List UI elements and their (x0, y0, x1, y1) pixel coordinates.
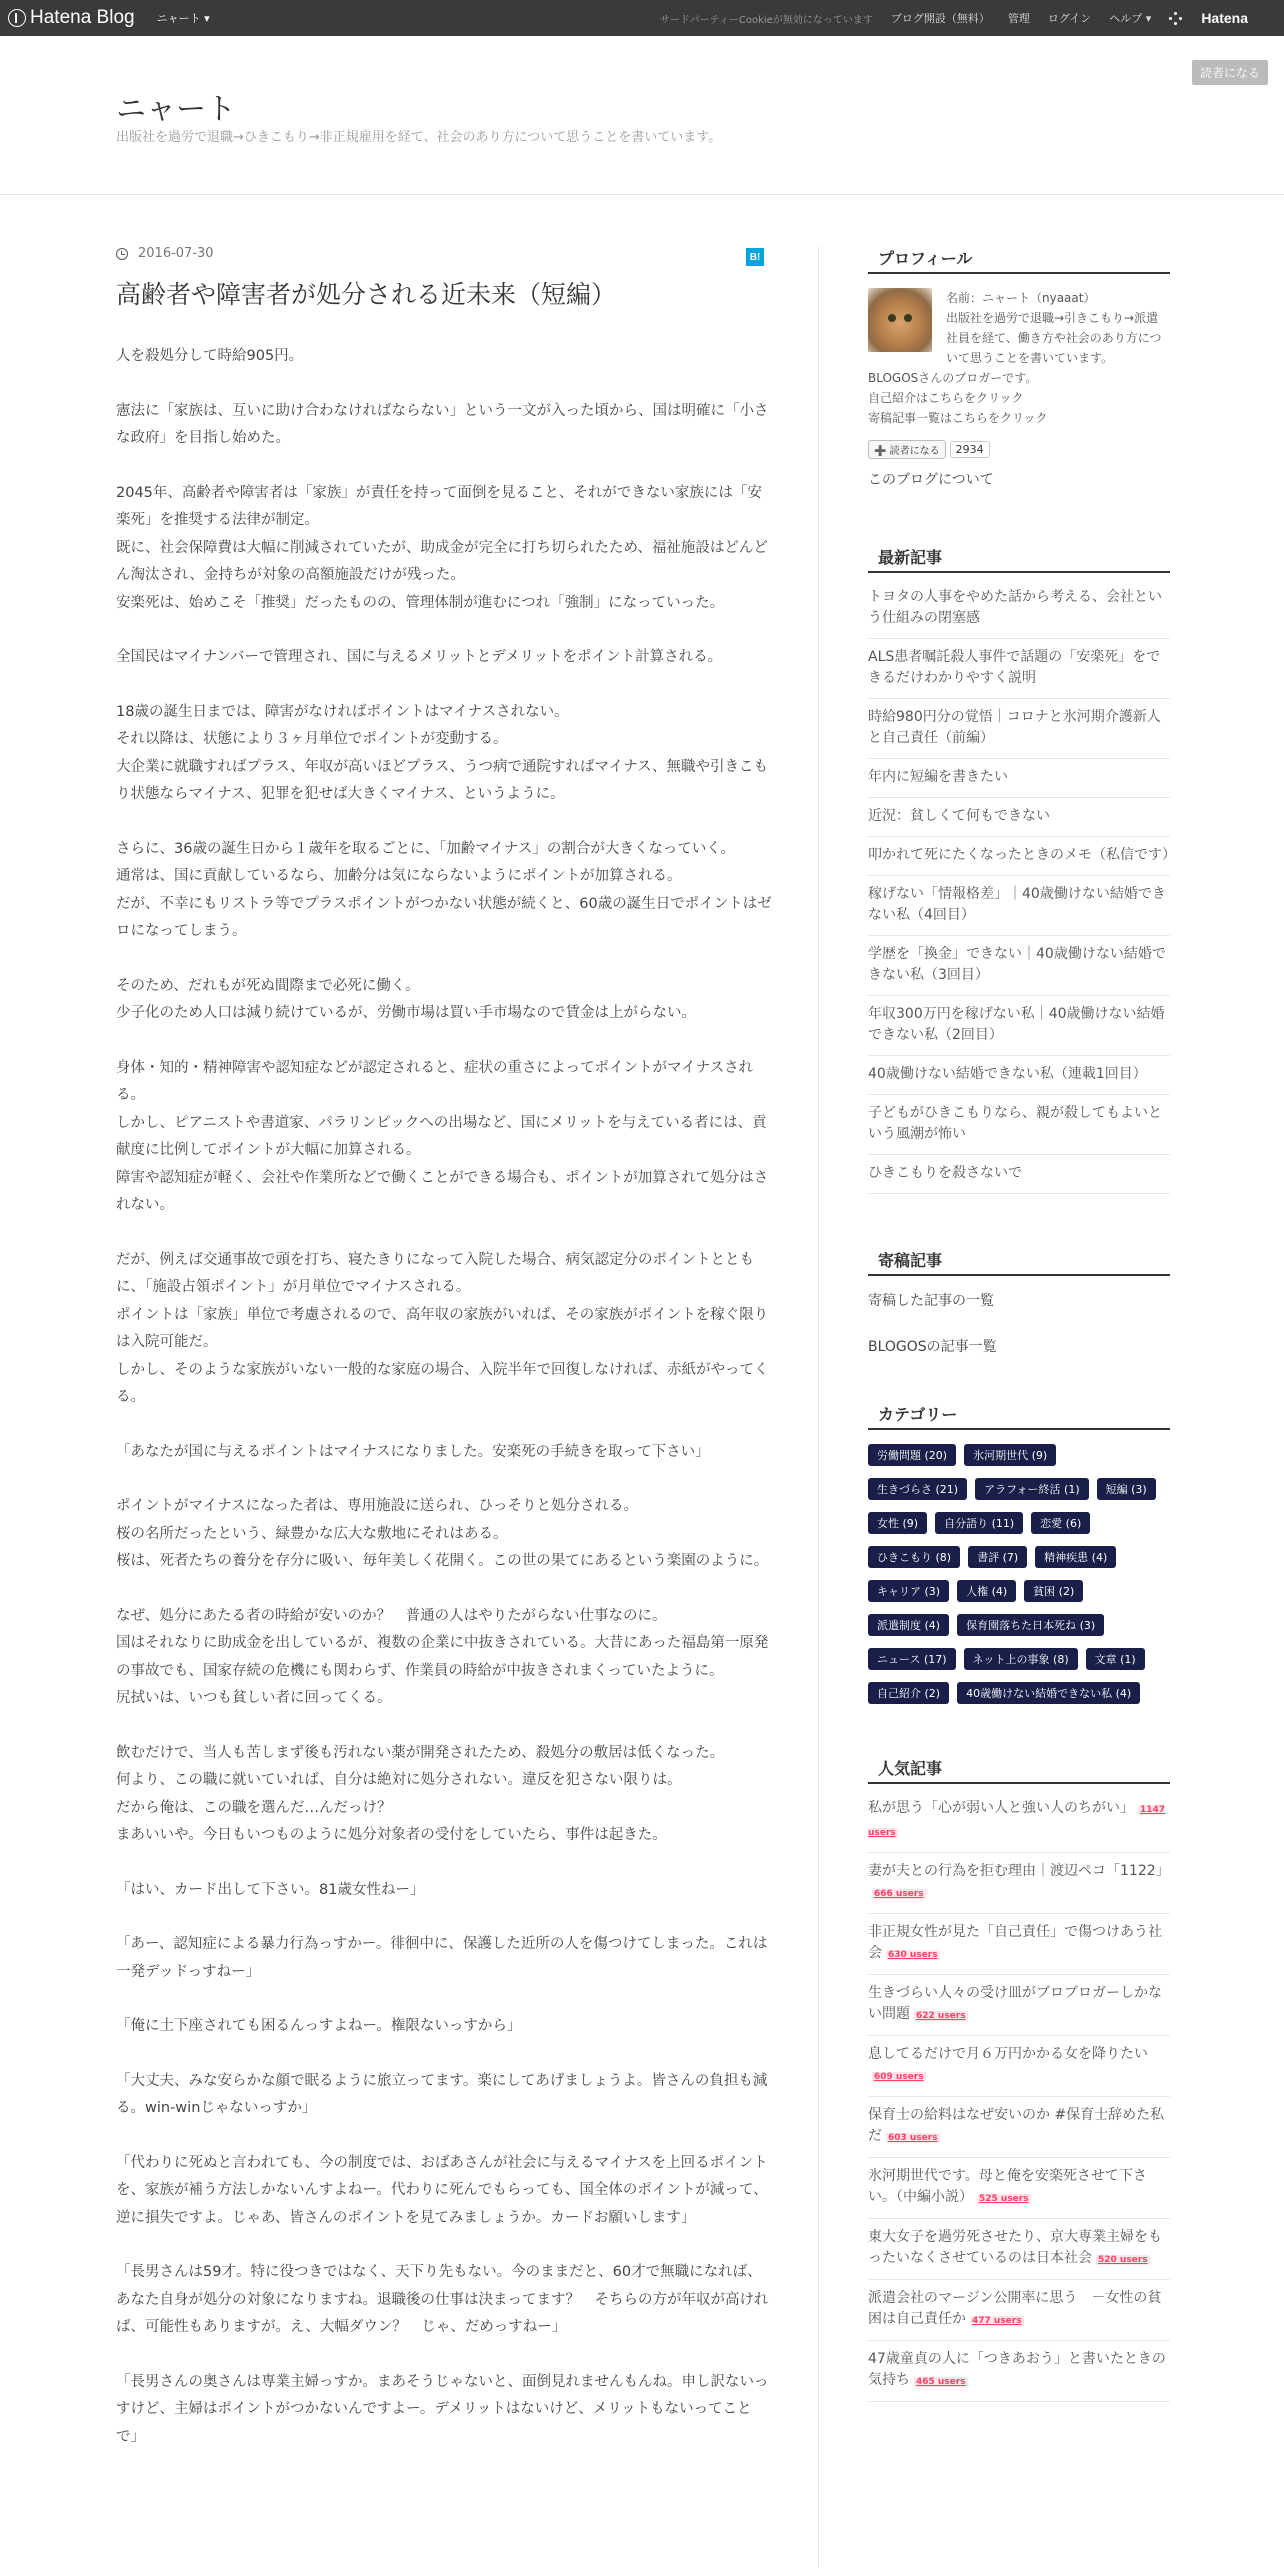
hatena-link[interactable] (1169, 10, 1266, 26)
recent-module (868, 545, 1176, 1194)
entry-paragraph: 身体・知的・精神障害や認知症などが認定されると、症状の重さによってポイントがマイナスされる。 しかし、ピアニストや書道家、パラリンピックへの出場など、国にメリットを与えている者には、貢献度に比例してポイントが大幅に加算される。 障害や認知症が軽く、会社や作業所などで働くことができる場合も、ポイントが加算されて処分はされない。 (116, 1059, 769, 1213)
clock-icon (116, 248, 128, 260)
recent-heading: 最新記事 (868, 545, 1170, 573)
blog-title[interactable]: ニャート (116, 92, 236, 127)
bookmark-users-badge[interactable]: 477 users (972, 2316, 1022, 2326)
category-tag[interactable]: 保育園落ちた日本死ね (3) (957, 1614, 1104, 1636)
entry-paragraph: なぜ、処分にあたる者の時給が安いのか？ 普通の人はやりたがらない仕事なのに。 国はそれなりに助成金を出しているが、複数の企業に中抜きされている。大昔にあった福島第一原発の事故でも、国家存続の危機にも関わらず、作業員の時給が中抜きされまくっていたように。 尻拭いは、いつも貧しい者に回ってくる。 (116, 1607, 769, 1706)
entry-paragraph: さらに、36歳の誕生日から１歳年を取るごとに、「加齢マイナス」の割合が大きくなっていく。 通常は、国に貢献しているなら、加齢分は気にならないようにポイントが加算される。 だが、不幸にもリストラ等でプラスポイントがつかない状態が続くと、60歳の誕生日でポイントはゼロになってしまう。 (116, 840, 772, 939)
category-tag[interactable]: 書評 (7) (968, 1546, 1027, 1568)
bookmark-users-badge[interactable]: 666 users (874, 1889, 924, 1899)
recent-entry-link[interactable]: 叩かれて死にたくなったときのメモ（私信です） (868, 837, 1170, 876)
bookmark-users-badge[interactable]: 622 users (916, 2011, 966, 2021)
category-tag[interactable]: 自己紹介 (2) (868, 1682, 949, 1704)
blog-header (0, 36, 1284, 195)
follow-button[interactable]: ➕ 読者になる (868, 440, 946, 459)
entry-paragraph: 「俺に土下座されても困るんっすよねー。権限ないっすから」 (116, 2018, 522, 2034)
category-tag[interactable]: ひきこもり (8) (868, 1546, 960, 1568)
blog-menu-dropdown[interactable]: ニャート ▾ (156, 12, 210, 25)
bookmark-users-badge[interactable]: 465 users (916, 2377, 966, 2387)
profile-module (868, 246, 1170, 489)
profile-line: BLOGOSさんのブロガーです。 (868, 371, 1038, 385)
profile-heading: プロフィール (868, 246, 1170, 274)
popular-entry[interactable] (868, 1853, 1170, 1914)
popular-entry[interactable] (868, 2219, 1170, 2280)
about-blog-link[interactable]: このブログについて (868, 472, 994, 488)
column-divider (818, 246, 819, 2568)
category-tag[interactable]: 自分語り (11) (935, 1512, 1023, 1534)
category-tag[interactable]: 文章 (1) (1086, 1648, 1145, 1670)
entry-paragraph: 「長男さんは59才。特に役つきではなく、天下り先もない。今のままだと、60才で無職になれば、あなた自身が処分の対象になりますね。退職後の仕事は決まってます？ そちらの方が年収が高ければ、可能性もありますが。え、大幅ダウン？ じゃ、だめっすねー」 (116, 2264, 769, 2335)
cookie-notice[interactable]: サードパーティーCookieが無効になっています (659, 14, 873, 26)
categories-module (868, 1402, 1170, 1716)
recent-entry-link[interactable]: ひきこもりを殺さないで (868, 1155, 1170, 1194)
entry-paragraph: ポイントがマイナスになった者は、専用施設に送られ、ひっそりと処分される。 桜の名所だったという、緑豊かな広大な敷地にそれはある。 桜は、死者たちの養分を存分に吸い、毎年美しく花開く。この世の果てにあるという楽園のように。 (116, 1498, 769, 1569)
contrib-module (868, 1248, 1170, 1356)
popular-entry[interactable] (868, 1914, 1170, 1975)
entry-paragraph: だが、例えば交通事故で頭を打ち、寝たきりになって入院した場合、病気認定分のポイントとともに、「施設占領ポイント」が月単位でマイナスされる。 ポイントは「家族」単位で考慮されるので、高年収の家族がいれば、その家族がポイントを稼ぐ限りは入院可能だ。 しかし、そのような家族がいない一般的な家庭の場合、入院半年で回復しなければ、赤紙がやってくる。 (116, 1251, 769, 1405)
entry-paragraph: 「大丈夫、みな安らかな顔で眠るように旅立ってます。楽にしてあげましょうよ。皆さんの負担も減る。win-winじゃないっすか」 (116, 2072, 768, 2116)
bookmark-users-badge[interactable]: 609 users (874, 2072, 924, 2082)
hatena-text: Hatena (1201, 9, 1248, 26)
open-blog-link[interactable]: ブログ開設（無料） (890, 12, 990, 25)
reader-count: 2934 (950, 441, 990, 458)
popular-entry-title[interactable]: 東大女子を過労死させたり、京大専業主婦をもったいなくさせているのは日本社会 (868, 2229, 1162, 2266)
bookmark-users-badge[interactable]: 1147 users (868, 1805, 1166, 1838)
entry-paragraph: 18歳の誕生日までは、障害がなければポイントはマイナスされない。 それ以降は、状態により３ヶ月単位でポイントが変動する。 大企業に就職すればプラス、年収が高いほどプラス、うつ病で通院すればマイナス、無職や引きこもり状態ならマイナス、犯罪を犯せば大きくマイナス、というように。 (116, 703, 769, 802)
blogos-link[interactable]: BLOGOSの記事一覧 (868, 1339, 997, 1355)
entry-paragraph: 全国民はマイナンバーで管理され、国に与えるメリットとデメリットをポイント計算される。 (116, 649, 723, 665)
global-bar (0, 0, 1284, 36)
avatar[interactable] (868, 288, 932, 352)
category-tag[interactable]: 恋愛 (6) (1031, 1512, 1090, 1534)
entry-title[interactable]: 高齢者や障害者が処分される近未来（短編） (116, 280, 617, 309)
recent-entry-link[interactable]: 近況：貧しくて何もできない (868, 798, 1170, 837)
logo-text: Hatena Blog (30, 7, 135, 28)
category-tag[interactable]: キャリア (3) (868, 1580, 949, 1602)
contrib-list-link[interactable]: 寄稿記事一覧はこちらをクリック (868, 411, 1048, 425)
popular-entry-title[interactable]: 47歳童貞の人に「つきあおう」と書いたときの気持ち (868, 2351, 1166, 2388)
category-tag[interactable]: 短編 (3) (1097, 1478, 1156, 1500)
category-tag[interactable]: 女性 (9) (868, 1512, 927, 1534)
help-dropdown[interactable]: ヘルプ ▾ (1109, 12, 1152, 25)
popular-entry[interactable] (868, 2097, 1170, 2158)
popular-entry-title[interactable]: 氷河期世代です。母と俺を安楽死させて下さい。（中編小説） (868, 2168, 1147, 2205)
entry-paragraph: 飲むだけで、当人も苦しまず後も汚れない薬が開発されたため、殺処分の敷居は低くなった。 何より、この職に就いていれば、自分は絶対に処分されない。違反を犯さない限りは。 だから俺は、この職を選んだ…んだっけ？ まあいいや。今日もいつものように処分対象者の受付をしていたら、事件は起きた。 (116, 1744, 725, 1843)
hatena-bookmark-icon[interactable]: B! (746, 248, 764, 266)
entry-paragraph: 「あなたが国に与えるポイントはマイナスになりました。安楽死の手続きを取って下さい」 (116, 1443, 710, 1460)
entry (116, 246, 772, 2478)
category-tag[interactable]: アラフォー終活 (1) (975, 1478, 1089, 1500)
self-intro-link[interactable]: 自己紹介はこちらをクリック (868, 391, 1024, 405)
entry-paragraph: 「代わりに死ぬと言われても、今の制度では、おばあさんが社会に与えるマイナスを上回るポイントを、家族が補う方法しかないんすよねー。代わりに死んでもらっても、国全体のポイントが減って、逆に損失ですよ。じゃあ、皆さんのポイントを見てみましょうか。カードお願いします」 (116, 2154, 768, 2226)
bookmark-users-badge[interactable]: 520 users (1098, 2255, 1148, 2265)
popular-entry-title[interactable]: 派遣会社のマージン公開率に思う －女性の貧困は自己責任か (868, 2290, 1162, 2327)
recent-entry-link[interactable]: 学歴を「換金」できない｜40歳働けない結婚できない私（3回目） (868, 936, 1170, 996)
entry-paragraph: 「長男さんの奥さんは専業主婦っすか。まあそうじゃないと、面倒見れませんもんね。申し訳ないっすけど、主婦はポイントがつかないんですよー。デメリットはないけど、メリットもないってことで」 (116, 2373, 769, 2445)
recent-entry-link[interactable]: 40歳働けない結婚できない私（連載1回目） (868, 1056, 1170, 1095)
hatena-dots-icon (1169, 12, 1183, 26)
sidebar (868, 246, 1176, 2402)
popular-entry[interactable] (868, 2158, 1170, 2219)
entry-paragraph: 2045年、高齢者や障害者は「家族」が責任を持って面倒を見ること、それができない家族には「安楽死」を推奨する法律が制定。 既に、社会保障費は大幅に削減されていたが、助成金が完全に打ち切られたため、福祉施設はどんどん淘汰され、金持ちが対象の高額施設だけが残った。 安楽死は、始めこそ「推奨」だったものの、管理体制が進むにつれ「強制」になっていった。 (116, 484, 768, 611)
category-tag[interactable]: 貧困 (2) (1024, 1580, 1083, 1602)
entry-paragraph: 憲法に「家族は、互いに助け合わなければならない」という一文が入った頃から、国は明確に「小さな政府」を目指し始めた。 (116, 402, 769, 446)
recent-entry-link[interactable]: 時給980円分の覚悟｜コロナと氷河期介護新人と自己責任（前編） (868, 699, 1170, 759)
popular-entry[interactable] (868, 2341, 1170, 2402)
bookmark-users-badge[interactable]: 630 users (888, 1950, 938, 1960)
popular-entry-title[interactable]: 息してるだけで月６万円かかる女を降りたい (868, 2046, 1148, 2062)
category-tag[interactable]: ニュース (17) (868, 1648, 956, 1670)
entry-body (116, 343, 772, 2451)
hatena-blog-logo[interactable] (8, 7, 135, 29)
categories-heading: カテゴリー (868, 1402, 1170, 1430)
category-tag[interactable]: 派遣制度 (4) (868, 1614, 949, 1636)
hatena-logo-icon (8, 9, 26, 27)
category-tag[interactable]: 人権 (4) (957, 1580, 1016, 1602)
recent-entry-link[interactable]: 年内に短編を書きたい (868, 759, 1170, 798)
entry-date[interactable] (116, 246, 772, 261)
category-tag[interactable]: 氷河期世代 (9) (964, 1444, 1056, 1466)
entry-date-text: 2016-07-30 (138, 246, 214, 261)
popular-entry[interactable] (868, 2036, 1170, 2097)
recent-entry-link[interactable]: 年収300万円を稼げない私｜40歳働けない結婚できない私（2回目） (868, 996, 1170, 1056)
popular-entry[interactable] (868, 2280, 1170, 2341)
bookmark-users-badge[interactable]: 525 users (979, 2194, 1029, 2204)
subscribe-button[interactable]: 読者になる (1192, 60, 1268, 85)
recent-entry-link[interactable]: 子どもがひきこもりなら、親が殺してもよいという風潮が怖い (868, 1095, 1170, 1155)
category-tag[interactable]: 40歳働けない結婚できない私 (4) (957, 1682, 1140, 1704)
profile-text: 名前：ニャート（nyaaat） 出版社を過労で退職→引きこもり→派遣社員を経て、働き方や社会のあり方について思うことを書いています。 (946, 291, 1162, 365)
category-tag[interactable]: ネット上の事象 (8) (964, 1648, 1078, 1670)
entry-paragraph: 「あー、認知症による暴力行為っすかー。徘徊中に、保護した近所の人を傷つけてしまった。これは一発デッドっすねー」 (116, 1936, 768, 1980)
popular-heading: 人気記事 (868, 1756, 1170, 1784)
admin-link[interactable]: 管理 (1007, 12, 1030, 25)
popular-module (868, 1756, 1170, 2402)
recent-entry-link[interactable]: トヨタの人事をやめた話から考える、会社という仕組みの閉塞感 (868, 587, 1170, 639)
bookmark-users-badge[interactable]: 603 users (888, 2133, 938, 2143)
contrib-heading: 寄稿記事 (868, 1248, 1170, 1276)
popular-entry-title[interactable]: 私が思う「心が弱い人と強い人のちがい」 (868, 1800, 1134, 1816)
popular-entry[interactable] (868, 1975, 1170, 2036)
popular-entry-title[interactable]: 保育士の給料はなぜ安いのか #保育士辞めた私だ (868, 2107, 1165, 2144)
popular-entry-title[interactable]: 非正規女性が見た「自己責任」で傷つけあう社会 (868, 1924, 1162, 1961)
popular-entry-title[interactable]: 生きづらい人々の受け皿がブロブロガーしかない問題 (868, 1985, 1162, 2022)
entry-paragraph: 「はい、カード出して下さい。81歳女性ねー」 (116, 1881, 425, 1898)
category-tag[interactable]: 精神疾患 (4) (1035, 1546, 1116, 1568)
entry-paragraph: 人を殺処分して時給905円。 (116, 348, 304, 364)
recent-entry-link[interactable]: 稼げない「情報格差」｜40歳働けない結婚できない私（4回目） (868, 876, 1170, 936)
category-tag[interactable]: 労働問題 (20) (868, 1444, 956, 1466)
entry-paragraph: そのため、だれもが死ぬ間際まで必死に働く。 少子化のため人口は減り続けているが、労働市場は買い手市場なので賃金は上がらない。 (116, 977, 696, 1021)
contrib-link[interactable]: 寄稿した記事の一覧 (868, 1293, 994, 1309)
category-tag[interactable]: 生きづらさ (21) (868, 1478, 967, 1500)
popular-entry[interactable] (868, 1798, 1170, 1853)
recent-entry-link[interactable]: ALS患者嘱託殺人事件で話題の「安楽死」をできるだけわかりやすく説明 (868, 639, 1170, 699)
login-link[interactable]: ログイン (1047, 12, 1092, 25)
popular-entry-title[interactable]: 妻が夫との行為を拒む理由｜渡辺ペコ「1122」 (868, 1863, 1170, 1879)
blog-description: 出版社を過労で退職→ひきこもり→非正規雇用を経て、社会のあり方について思うことを書いています。 (116, 130, 722, 145)
